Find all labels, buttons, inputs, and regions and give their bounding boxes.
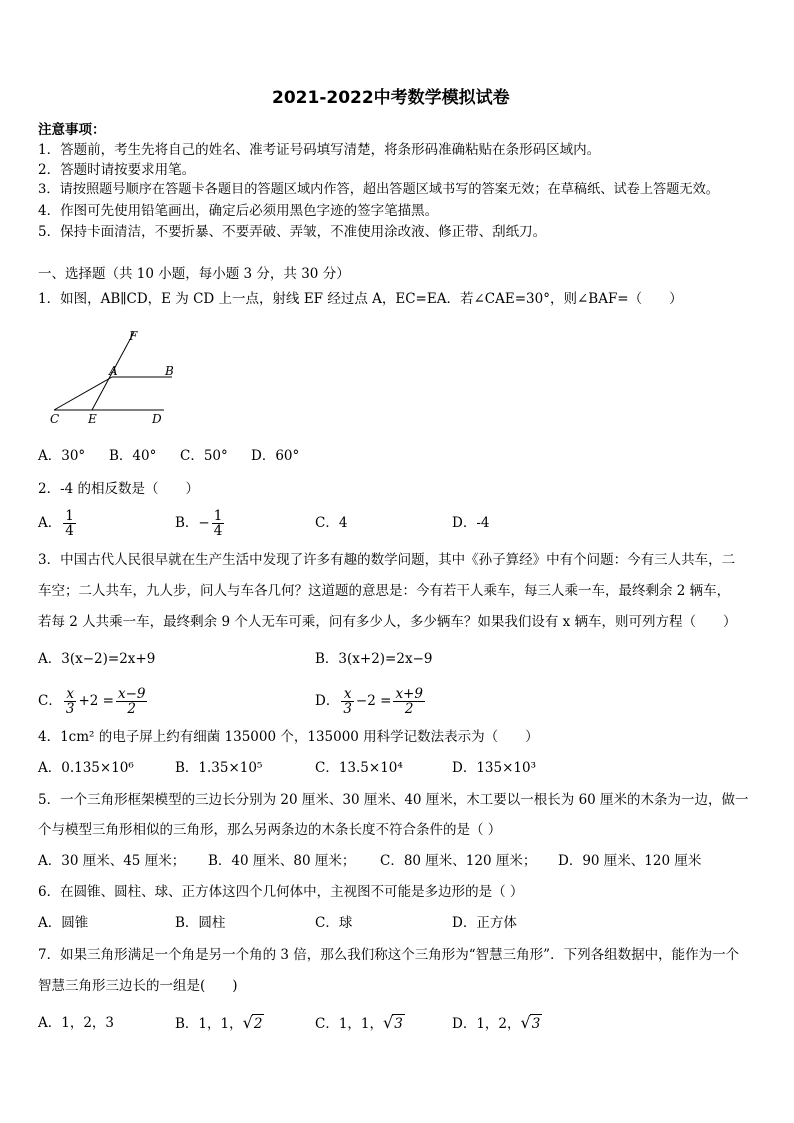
note-item-2: 2．答题时请按要求用笔。 (38, 162, 196, 178)
q1-option-d: D．60° (251, 448, 300, 464)
point-label-C: C (50, 412, 60, 426)
note-item-4: 4．作图可先使用铅笔画出，确定后必须用黑色字迹的签字笔描黑。 (38, 203, 439, 219)
q3-option-c: C． $\frac{x}{3}$ +2 = $\frac{x-9}{2}$ (38, 686, 146, 717)
q4-option-c: C．13.5×10⁴ (315, 760, 403, 776)
q4-option-b: B．1.35×10⁵ (175, 760, 263, 776)
question-1-text: 1．如图，AB∥CD，E 为 CD 上一点，射线 EF 经过点 A，EC=EA．若∠CAE=30°，则∠BAF=（ ） (38, 291, 683, 307)
q2-option-a: A． $\frac{1}{4}$ (38, 508, 74, 539)
q7-option-c: C．1，1，√3 (315, 1013, 403, 1032)
q4-option-d: D．135×10³ (452, 760, 536, 776)
q4-option-a: A．0.135×10⁶ (38, 760, 134, 776)
point-label-D: D (152, 412, 162, 426)
q6-option-c: C．球 (315, 915, 353, 931)
question-3-line-2: 车空；二人共车，九人步，问人与车各几何？这道题的意思是：今有若干人乘车，每三人乘一车，最终剩余 2 辆车， (38, 583, 731, 599)
q6-option-a: A．圆锥 (38, 915, 89, 931)
q1-option-a: A．30° (38, 448, 86, 464)
q2-option-d: D．-4 (452, 515, 490, 531)
q5-option-d: D．90 厘米、120 厘米 (558, 853, 702, 869)
page-title: 2021-2022中考数学模拟试卷 (272, 88, 510, 108)
question-7-line-1: 7．如果三角形满足一个角是另一个角的 3 倍，那么我们称这个三角形为“智慧三角形”．下列各组数据中，能作为一个 (38, 947, 740, 963)
q3-option-d: D． $\frac{x}{3}$ −2 = $\frac{x+9}{2}$ (315, 686, 423, 717)
point-label-B: B (165, 364, 174, 378)
q2-option-b: B．− $\frac{1}{4}$ (175, 508, 223, 539)
question-5-line-2: 个与模型三角形相似的三角形，那么另两条边的木条长度不符合条件的是（ ） (38, 822, 502, 838)
note-item-1: 1．答题前，考生先将自己的姓名、准考证号码填写清楚，将条形码准确粘贴在条形码区域内。 (38, 142, 601, 158)
notes-heading: 注意事项： (38, 122, 106, 138)
q5-option-b: B．40 厘米、80 厘米； (208, 853, 356, 869)
question-6-text: 6．在圆锥、圆柱、球、正方体这四个几何体中，主视图不可能是多边形的是（ ） (38, 884, 524, 900)
q1-option-b: B．40° (109, 448, 157, 464)
q7-option-a: A．1，2，3 (38, 1015, 115, 1031)
question-4-text: 4．1cm² 的电子屏上约有细菌 135000 个，135000 用科学记数法表示为（ ） (38, 729, 539, 745)
question-1-figure (40, 322, 190, 432)
question-7-line-2: 智慧三角形三边长的一组是( ) (38, 978, 238, 994)
q6-option-d: D．正方体 (452, 915, 517, 931)
question-3-line-3: 若每 2 人共乘一车，最终剩余 9 个人无车可乘，问有多少人，多少辆车？如果我们设有 x 辆车，则可列方程（ ） (38, 614, 737, 630)
question-3-line-1: 3．中国古代人民很早就在生产生活中发现了许多有趣的数学问题，其中《孙子算经》中有个问题：今有三人共车，二 (38, 552, 736, 568)
point-label-F: F (129, 329, 138, 343)
point-label-A: A (109, 364, 118, 378)
q6-option-b: B．圆柱 (175, 915, 226, 931)
q5-option-c: C．80 厘米、120 厘米； (380, 853, 537, 869)
q3-option-b: B．3(x+2)=2x−9 (315, 651, 433, 667)
question-2-text: 2．-4 的相反数是（ ） (38, 481, 200, 497)
note-item-3: 3．请按照题号顺序在答题卡各题目的答题区域内作答，超出答题区域书写的答案无效；在草稿纸、试卷上答题无效。 (38, 182, 719, 197)
q1-option-c: C．50° (180, 448, 228, 464)
question-5-line-1: 5．一个三角形框架模型的三边长分别为 20 厘米、30 厘米、40 厘米，木工要以一根长为 60 厘米的木条为一边，做一 (38, 792, 749, 808)
q2-option-c: C．4 (315, 515, 348, 531)
note-item-5: 5．保持卡面清洁，不要折暴、不要弄破、弄皱，不准使用涂改液、修正带、刮纸刀。 (38, 224, 547, 240)
section-heading: 一、选择题（共 10 小题，每小题 3 分，共 30 分） (38, 266, 350, 282)
q7-option-b: B．1，1，√2 (175, 1013, 263, 1032)
q7-option-d: D．1，2，√3 (452, 1013, 541, 1032)
q5-option-a: A．30 厘米、45 厘米； (38, 853, 186, 869)
point-label-E: E (88, 412, 97, 426)
q3-option-a: A．3(x−2)=2x+9 (38, 651, 156, 667)
